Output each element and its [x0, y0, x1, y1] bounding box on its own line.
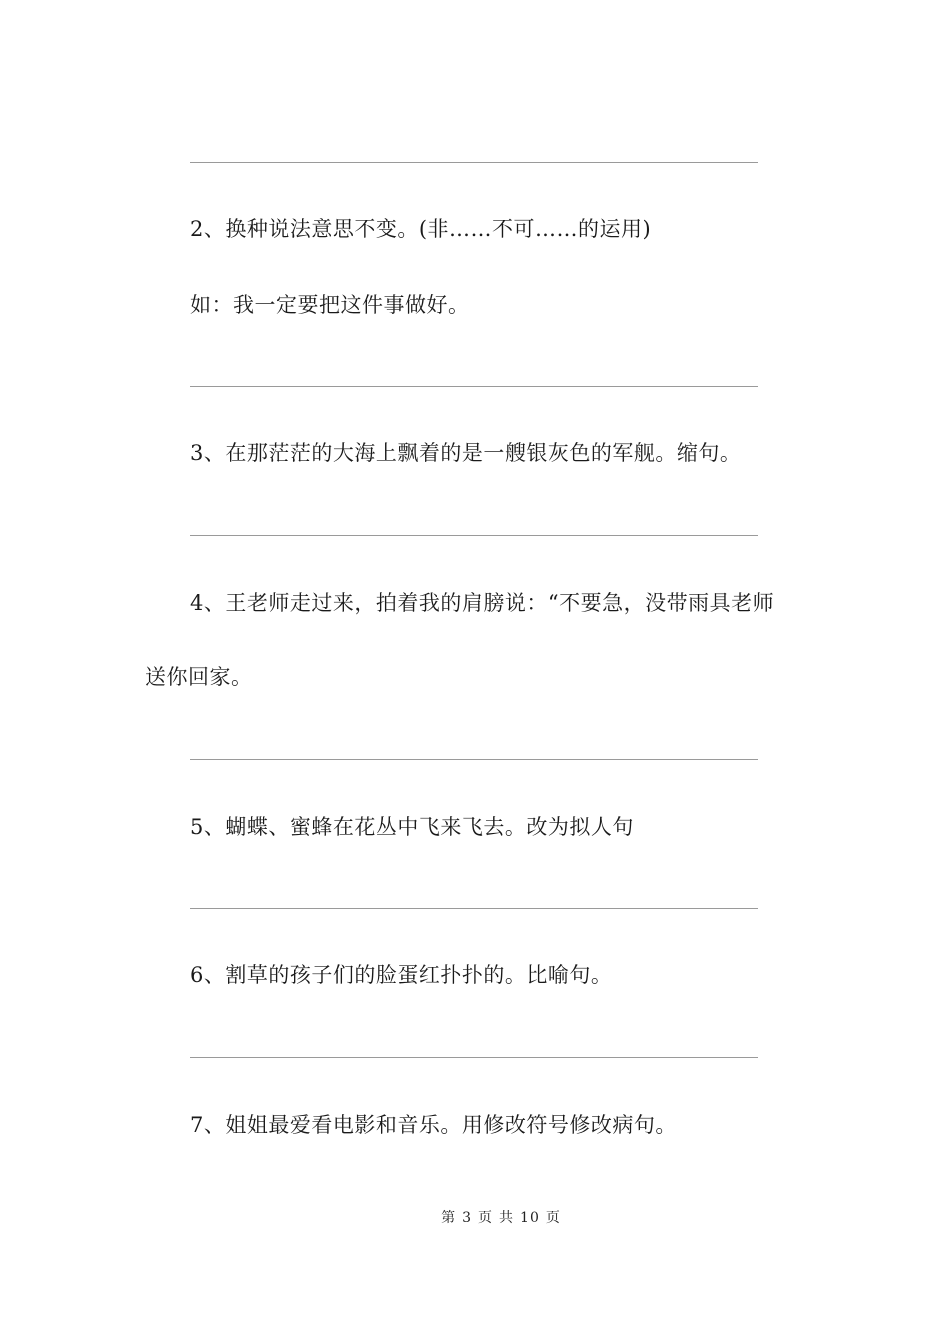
footer-total-word: 共: [499, 1210, 515, 1226]
question-6: 6、割草的孩子们的脸蛋红扑扑的。比喻句。: [190, 963, 613, 987]
footer-total-pages: 10: [520, 1210, 540, 1226]
answer-line-2[interactable]: [190, 386, 758, 387]
question-5: 5、蝴蝶、蜜蜂在花丛中飞来飞去。改为拟人句: [190, 815, 634, 839]
footer-page-word: 页: [478, 1210, 494, 1226]
answer-line-3[interactable]: [190, 535, 758, 536]
answer-line-6[interactable]: [190, 1057, 758, 1058]
question-3: 3、在那茫茫的大海上飘着的是一艘银灰色的军舰。缩句。: [190, 441, 742, 465]
footer-current-page: 3: [462, 1210, 473, 1226]
footer-prefix: 第: [441, 1210, 457, 1226]
answer-line-5[interactable]: [190, 908, 758, 909]
question-4-line-2: 送你回家。: [145, 665, 253, 689]
answer-line-4[interactable]: [190, 759, 758, 760]
question-4-line-1: 4、王老师走过来，拍着我的肩膀说：“不要急，没带雨具老师: [190, 591, 775, 615]
question-2-example: 如：我一定要把这件事做好。: [190, 293, 470, 317]
question-7: 7、姐姐最爱看电影和音乐。用修改符号修改病句。: [190, 1113, 677, 1137]
page-footer: [0, 1208, 950, 1228]
question-2: 2、换种说法意思不变。(非……不可……的运用): [190, 217, 652, 241]
answer-line-1[interactable]: [190, 162, 758, 163]
footer-suffix: 页: [545, 1210, 561, 1226]
